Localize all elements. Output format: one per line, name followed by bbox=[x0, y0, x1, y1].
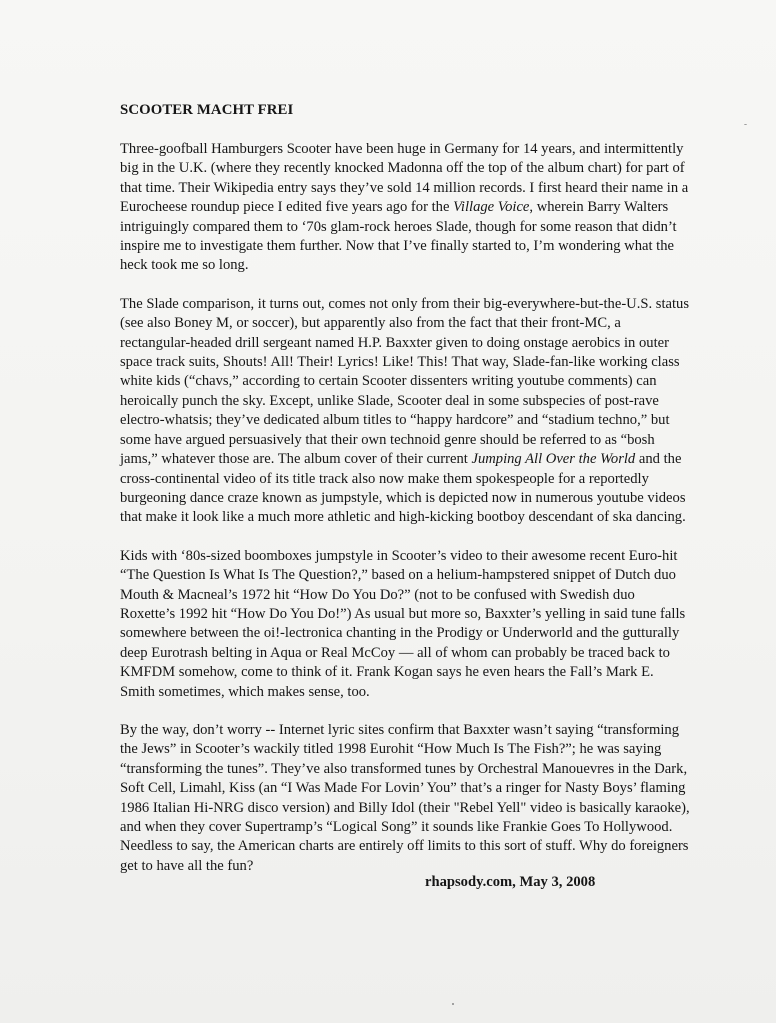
italic-title-run: Village Voice bbox=[453, 199, 530, 216]
scan-speck bbox=[744, 124, 747, 125]
article-body bbox=[120, 101, 690, 895]
text-run: The Slade comparison, it turns out, comes not only from their big-everywhere-but-the-U.S. status (see also Boney M, or soccer), but apparently also from the fact that their front-MC, a rectangular-headed drill sergeant named H.P. Baxxter given to doing onstage aerobics in outer space track suits, Shouts! All! Their! Lyrics! Like! This! That way, Slade-fan-like working class white kids (“chavs,” according to certain Scooter dissenters writing youtube comments) can heroically punch the sky. Except, unlike Slade, Scooter deal in some subspecies of post-rave electro-whatsis; they’ve dedicated album titles to “happy hardcore” and “stadium techno,” but some have argued persuasively that their own technoid genre should be referred to as “bosh jams,” whatever those are. The album cover of their current bbox=[120, 295, 690, 468]
italic-title-run: Jumping All Over the World bbox=[471, 451, 636, 468]
text-run: By the way, don’t worry -- Internet lyric sites confirm that Baxxter wasn’t saying “transforming the Jews” in Scooter’s wackily titled 1998 Eurohit “How Much Is The Fish?”; he was saying “transforming the tunes”. They’ve also transformed tunes by Orchestral Manouevres in the Dark, Soft Cell, Limahl, Kiss (an “I Was Made For Lovin’ You” that’s a ringer for Nasty Boys’ flaming 1986 Italian Hi-NRG disco version) and Billy Idol (their "Rebel Yell" video is basically karaoke), and when they cover Supertramp’s “Logical Song” it sounds like Frankie Goes To Hollywood. Needless to say, the American charts are entirely off limits to this sort of stuff. Why do foreigners get to have all the fun? bbox=[120, 721, 690, 874]
article-title: SCOOTER MACHT FREI bbox=[120, 102, 294, 118]
article-paragraph bbox=[120, 721, 690, 876]
article-paragraph bbox=[120, 140, 690, 276]
text-run: Three-goofball Hamburgers Scooter have been huge in Germany for 14 years, and intermittently big in the U.K. (where they recently knocked Madonna off the top of the album chart) for part of that time. Their Wikipedia entry says they’ve sold 14 million records. I first heard their name in a Eurocheese roundup piece I edited five years ago for the bbox=[120, 141, 689, 216]
text-run: Kids with ‘80s-sized boomboxes jumpstyle in Scooter’s video to their awesome recent Euro-hit “The Question Is What Is The Question?,” based on a helium-hampstered snippet of Dutch duo Mouth & Macneal’s 1972 hit “How Do You Do?” (not to be confused with Swedish duo Roxette’s 1992 hit “How Do You Do!”) As usual but more so, Baxxter’s yelling in said tune falls somewhere between the oi!-lectronica chanting in the Prodigy or Underworld and the gutturally deep Eurotrash belting in Aqua or Real McCoy — all of whom can probably be traced back to KMFDM somehow, come to think of it. Frank Kogan says he even hears the Fall’s Mark E. Smith sometimes, which makes sense, too. bbox=[120, 547, 686, 700]
article-paragraph bbox=[120, 547, 690, 702]
article-paragraphs bbox=[120, 140, 690, 876]
scan-speck bbox=[452, 1003, 454, 1005]
source-dateline: rhapsody.com, May 3, 2008 bbox=[425, 874, 596, 890]
article-paragraph bbox=[120, 295, 690, 528]
text-run: , wherein Barry Walters intriguingly compared them to ‘70s glam-rock heroes Slade, though for some reason that didn’t inspire me to investigate them further. Now that I’ve finally started to, I’m wondering what the heck took me so long. bbox=[120, 199, 677, 274]
text-run: and the cross-continental video of its title track also now make them spokespeople for a reportedly burgeoning dance craze known as jumpstyle, which is depicted now in numerous youtube videos that make it look like a much more athletic and high-kicking bootboy descendant of ska dancing. bbox=[120, 451, 686, 526]
